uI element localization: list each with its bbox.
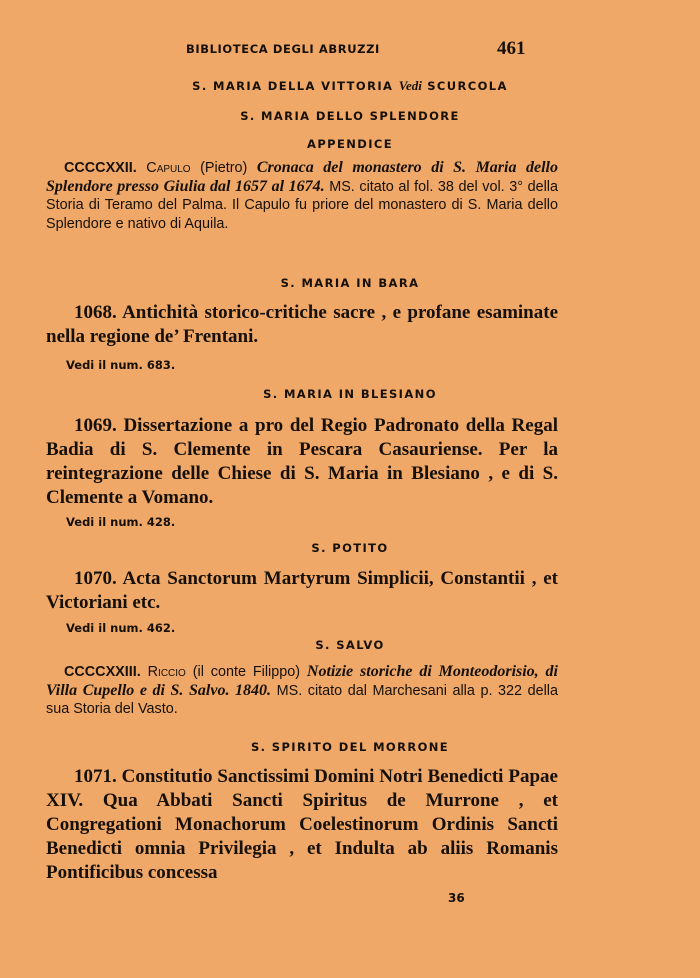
entry-author: Capulo (146, 160, 191, 176)
entry-text: Antichità storico-critiche sacre , e profane esaminate nella regione de’ Frentani. (46, 302, 558, 347)
entry-title: Cronaca del monastero di S. Maria dello Splendore presso Giulia dal 1657 al 1674. (46, 159, 558, 195)
entry-note: MS. citato dal Marchesani alla p. 322 della sua Storia del Vasto. (46, 682, 559, 718)
entry-author-detail: (il conte Filippo) (185, 664, 307, 680)
entry-1071 (46, 765, 558, 885)
entry-number: 1069. (74, 415, 117, 436)
entry-note: MS. citato al fol. 38 del vol. 3° della Storia di Teramo del Palma. Il Capulo fu priore del monastero di S. Maria dello Splendore e nativo di Aquila. (46, 178, 558, 232)
see-target: SCURCOLA (427, 79, 508, 93)
entry-number: CCCCXXII. (64, 160, 137, 176)
entry-1070-reference: Vedi il num. 462. (66, 621, 176, 635)
section-heading-morrone: S. SPIRITO DEL MORRONE (250, 740, 450, 754)
entry-1070 (46, 567, 558, 615)
entry-title: Notizie storiche di Monteodorisio, di Villa Cupello e di S. Salvo. 1840. (46, 663, 559, 699)
entry-number: CCCCXXIII. (64, 664, 141, 680)
entry-ccccxxiii (46, 663, 558, 719)
section-heading-potito: S. POTITO (311, 541, 389, 555)
entry-1069 (46, 414, 558, 510)
entry-number: 1068. (74, 302, 117, 323)
entry-ccccxxii (46, 159, 558, 233)
entry-number: 1070. (74, 568, 117, 589)
entry-1068-reference: Vedi il num. 683. (66, 358, 176, 372)
entry-1068 (46, 301, 558, 349)
entry-text: Constitutio Sanctissimi Domini Notri Benedicti Papae XIV. Qua Abbati Sancti Spiritus de Murrone , et Congregationi Monachorum Coelestinorum Ordinis Sancti Benedicti omnia Privilegia , et Indulta ab aliis Romanis Pontificibus concessa (46, 766, 558, 883)
heading-text: S. MARIA DELLA VITTORIA (192, 79, 394, 93)
see-word: Vedi (398, 78, 422, 93)
section-heading-splendore: S. MARIA DELLO SPLENDORE (240, 109, 460, 123)
signature-mark: 36 (448, 891, 465, 905)
entry-text: Acta Sanctorum Martyrum Simplicii, Constantii , et Victoriani etc. (46, 568, 558, 613)
entry-author: Riccio (147, 664, 186, 680)
entry-number: 1071. (74, 766, 117, 787)
entry-text: Dissertazione a pro del Regio Padronato della Regal Badia di S. Clemente in Pescara Casauriense. Per la reintegrazione delle Chiese di S. Maria in Blesiano , e di S. Clemente a Vomano. (46, 415, 558, 508)
appendix-heading: APPENDICE (307, 137, 393, 151)
section-heading-salvo: S. SALVO (315, 638, 385, 652)
section-heading-bara: S. MARIA IN BARA (280, 276, 420, 290)
section-heading-blesiano: S. MARIA IN BLESIANO (263, 387, 437, 401)
entry-1069-reference: Vedi il num. 428. (66, 515, 176, 529)
entry-author-detail: (Pietro) (190, 160, 257, 176)
page-number: 461 (497, 38, 526, 59)
running-head-title: BIBLIOTECA DEGLI ABRUZZI (186, 42, 380, 56)
section-heading-vittoria (0, 78, 700, 94)
running-head (0, 38, 700, 62)
